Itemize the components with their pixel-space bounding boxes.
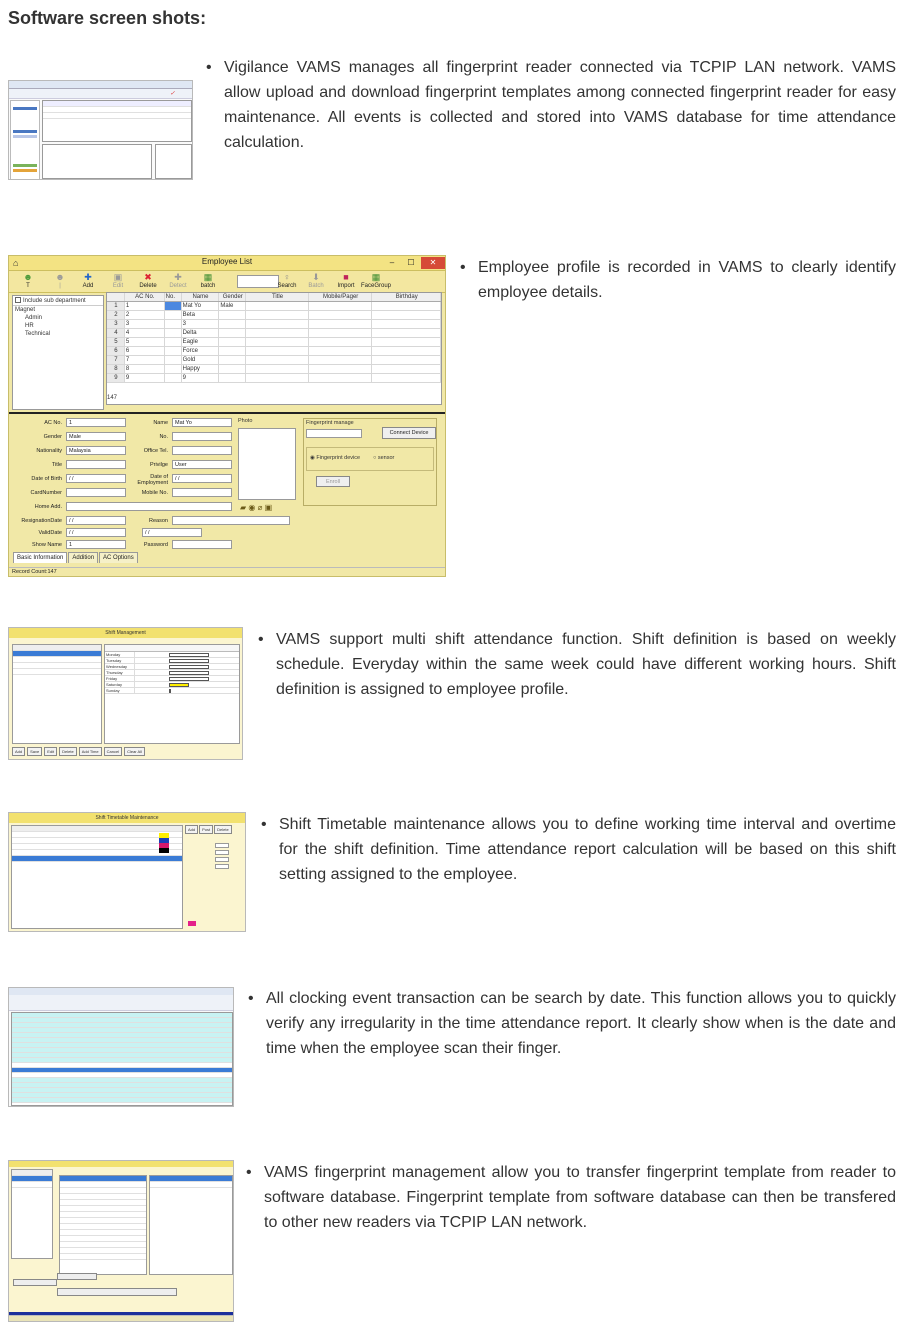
row-number[interactable]: 5 xyxy=(107,338,125,346)
table-cell[interactable] xyxy=(219,320,246,328)
table-cell[interactable]: 4 xyxy=(125,329,165,337)
table-cell[interactable] xyxy=(309,302,373,310)
red-logo-icon: ✓ xyxy=(170,91,176,97)
column-header[interactable]: Name xyxy=(182,293,220,301)
eraser-icon[interactable]: ⌀ xyxy=(257,503,263,512)
timetable-post-button[interactable]: Post xyxy=(199,825,213,834)
no-field[interactable] xyxy=(172,432,232,441)
shift-day-label: Thursday xyxy=(105,670,135,675)
table-cell[interactable] xyxy=(165,374,182,382)
table-cell[interactable] xyxy=(219,338,246,346)
row-number[interactable]: 2 xyxy=(107,311,125,319)
label-nationality: Nationality xyxy=(36,448,62,454)
table-cell[interactable]: Male xyxy=(219,302,246,310)
shift-day-label: Saturday xyxy=(105,682,135,687)
table-cell[interactable]: 2 xyxy=(125,311,165,319)
tab-basic-information[interactable]: Basic Information xyxy=(13,552,67,563)
label-mobile: Mobile No. xyxy=(141,490,168,496)
open-folder-icon[interactable]: ▰ xyxy=(240,503,247,512)
screenshot-shift-management[interactable] xyxy=(8,627,243,760)
password-field[interactable] xyxy=(172,540,232,549)
screenshot-employee-list[interactable] xyxy=(8,255,446,577)
table-row[interactable] xyxy=(107,329,441,338)
facegroup-button[interactable]: ▦ FaceGroup xyxy=(361,272,392,289)
table-cell[interactable] xyxy=(219,329,246,337)
label-show-name: Show Name xyxy=(32,542,62,548)
section-6-text: • VAMS fingerprint management allow you to transfer fingerprint template from reader to software database. Fingerprint template from software database can then be transfered to other new readers via TCPIP LAN network. xyxy=(246,1160,896,1235)
column-header[interactable]: Birthday xyxy=(372,293,441,301)
table-cell[interactable]: 7 xyxy=(125,356,165,364)
tree-item-admin[interactable]: Admin xyxy=(25,315,43,321)
row-number[interactable]: 4 xyxy=(107,329,125,337)
table-row[interactable] xyxy=(107,320,441,329)
table-cell[interactable] xyxy=(372,374,441,382)
table-cell[interactable] xyxy=(246,374,309,382)
fingerprint-manage-group xyxy=(303,418,437,506)
timetable-delete-button[interactable]: Delete xyxy=(214,825,232,834)
table-cell[interactable] xyxy=(309,338,373,346)
table-cell[interactable]: 5 xyxy=(125,338,165,346)
table-cell[interactable]: Gold xyxy=(182,356,220,364)
edit-button[interactable]: ▣ Edit xyxy=(103,272,133,289)
table-cell[interactable]: Happy xyxy=(182,365,220,373)
ac-no-field[interactable]: 1 xyxy=(66,418,126,427)
table-cell[interactable]: 3 xyxy=(125,320,165,328)
table-cell[interactable] xyxy=(372,338,441,346)
label-card: CardNumber xyxy=(30,490,62,496)
shift-day-label: Sunday xyxy=(105,688,135,693)
table-cell[interactable]: Eagle xyxy=(182,338,220,346)
label-fingerprint-manage: Fingerprint manage xyxy=(306,420,354,426)
import-icon: ■ xyxy=(343,272,349,282)
section-3-text: • VAMS support multi shift attendance function. Shift definition is based on weekly schedule. Everyday within the same week could have different working hours. Shift definition is assigned to employee profile. xyxy=(258,627,896,702)
shift-delete-button[interactable]: Delete xyxy=(59,747,77,756)
label-ac-no: AC No. xyxy=(44,420,62,426)
table-cell[interactable] xyxy=(246,320,309,328)
table-cell[interactable]: Force xyxy=(182,347,220,355)
screenshot-fingerprint-management[interactable] xyxy=(8,1160,234,1322)
splitter[interactable] xyxy=(9,412,445,414)
table-cell[interactable]: Mat Yo xyxy=(182,302,220,310)
table-cell[interactable]: Beta xyxy=(182,311,220,319)
label-no: No. xyxy=(159,434,168,440)
shift-day-bar xyxy=(169,677,209,681)
screenshot-clocking-events[interactable] xyxy=(8,987,234,1107)
tree-item-magnet[interactable]: Magnet xyxy=(15,307,36,313)
row-number[interactable]: 3 xyxy=(107,320,125,328)
table-row[interactable] xyxy=(107,347,441,356)
table-cell[interactable] xyxy=(372,347,441,355)
table-cell[interactable] xyxy=(165,347,182,355)
checkbox-icon[interactable] xyxy=(15,297,21,303)
table-cell[interactable] xyxy=(165,356,182,364)
delete-button[interactable]: ✖ Delete xyxy=(133,272,163,289)
nationality-field[interactable]: Malaysia xyxy=(66,446,126,455)
shift-day-label: Tuesday xyxy=(105,658,135,663)
label-valid: ValidDate xyxy=(38,530,62,536)
doe-field[interactable]: / / xyxy=(172,474,232,483)
table-cell[interactable] xyxy=(309,329,373,337)
table-row[interactable] xyxy=(107,365,441,374)
close-button[interactable]: ✕ xyxy=(421,257,445,269)
card-field[interactable] xyxy=(66,488,126,497)
fingerprint-select[interactable] xyxy=(306,429,362,438)
table-cell[interactable]: 3 xyxy=(182,320,220,328)
label-privilege: Privilge xyxy=(149,462,168,468)
screenshot-shift-timetable[interactable] xyxy=(8,812,246,932)
table-cell[interactable] xyxy=(219,365,246,373)
office-tel-field[interactable] xyxy=(172,446,232,455)
import-button[interactable]: ■ Import xyxy=(331,272,361,289)
table-cell[interactable] xyxy=(165,311,182,319)
column-header[interactable]: No. xyxy=(165,293,182,301)
table-cell[interactable] xyxy=(165,365,182,373)
label-name: Name xyxy=(153,420,168,426)
mobile-field[interactable] xyxy=(172,488,232,497)
table-row[interactable] xyxy=(107,356,441,365)
batch-dim-button[interactable]: ⬇ Batch xyxy=(301,272,331,289)
gender-select[interactable]: Male xyxy=(66,432,126,441)
include-sub-department[interactable]: Include sub department xyxy=(13,296,103,306)
label-title: Title xyxy=(51,462,62,468)
table-cell[interactable]: 9 xyxy=(125,374,165,382)
table-cell[interactable] xyxy=(246,347,309,355)
shift-save-button[interactable]: Save xyxy=(27,747,42,756)
table-cell[interactable] xyxy=(165,320,182,328)
toolbar-t-button[interactable]: ☻ T xyxy=(13,272,43,289)
tree-item-technical[interactable]: Technical xyxy=(25,331,51,337)
shift-window-title: Shift Management xyxy=(9,628,242,638)
home-field[interactable] xyxy=(66,502,232,511)
search-button[interactable]: ♀ Search xyxy=(272,272,302,289)
column-header[interactable] xyxy=(107,293,125,301)
table-cell[interactable] xyxy=(309,320,373,328)
table-cell[interactable]: 9 xyxy=(182,374,220,382)
minimize-button[interactable]: – xyxy=(389,258,395,267)
column-header[interactable]: Title xyxy=(246,293,309,301)
section-2-text: • Employee profile is recorded in VAMS to clearly identify employee details. xyxy=(460,255,896,305)
resign-field[interactable]: / / xyxy=(66,516,126,525)
label-home: Home Add. xyxy=(34,504,62,510)
row-number[interactable]: 6 xyxy=(107,347,125,355)
bulb-icon: ♀ xyxy=(283,272,291,282)
page-heading: Software screen shots: xyxy=(8,8,207,28)
shift-day-label: Monday xyxy=(105,652,135,657)
tree-item-hr[interactable]: HR xyxy=(25,323,34,329)
table-cell[interactable] xyxy=(372,302,441,310)
shift-day-bar xyxy=(169,659,209,663)
row-number[interactable]: 8 xyxy=(107,365,125,373)
connect-device-button[interactable]: Connect Device xyxy=(382,427,436,439)
app-icon: ⌂ xyxy=(13,258,19,268)
label-gender: Gender xyxy=(43,434,62,440)
table-cell[interactable]: 6 xyxy=(125,347,165,355)
table-row[interactable] xyxy=(107,311,441,320)
table-row[interactable] xyxy=(107,302,441,311)
radio-fingerprint-device[interactable]: ◉ Fingerprint device xyxy=(310,455,361,461)
table-cell[interactable]: Delta xyxy=(182,329,220,337)
table-cell[interactable] xyxy=(246,365,309,373)
name-field[interactable]: Mat Yo xyxy=(172,418,232,427)
status-bar: Record Count:147 xyxy=(9,567,445,576)
table-cell[interactable] xyxy=(372,311,441,319)
tab-addition[interactable]: Addition xyxy=(68,552,98,563)
shift-day-row[interactable] xyxy=(105,688,239,694)
table-cell[interactable] xyxy=(219,356,246,364)
section-5-description xyxy=(248,986,896,1061)
shift-day-bar xyxy=(169,653,209,657)
fingerprint-row[interactable] xyxy=(60,1254,146,1260)
radio-sensor[interactable]: ○ sensor xyxy=(373,455,395,461)
row-number[interactable]: 1 xyxy=(107,302,125,310)
shift-day-bar xyxy=(169,671,209,675)
toolbar xyxy=(9,271,445,293)
column-header[interactable]: Gender xyxy=(219,293,246,301)
title-field[interactable] xyxy=(66,460,126,469)
shift-cancel-button[interactable]: Cancel xyxy=(104,747,122,756)
show-name-field[interactable]: 1 xyxy=(66,540,126,549)
table-row[interactable] xyxy=(107,338,441,347)
column-header[interactable]: AC No. xyxy=(125,293,165,301)
reason-field[interactable] xyxy=(172,516,290,525)
shift-day-label: Friday xyxy=(105,676,135,681)
down-icon: ⬇ xyxy=(312,272,320,282)
photo-box[interactable] xyxy=(238,428,296,500)
color-swatches xyxy=(159,833,169,853)
photo-tools xyxy=(240,503,272,512)
timetable-add-button[interactable]: Add xyxy=(185,825,198,834)
valid-to-field[interactable]: / / xyxy=(142,528,202,537)
clocking-row[interactable] xyxy=(12,1098,232,1103)
radio-sensor-label: sensor xyxy=(377,455,395,461)
table-cell[interactable] xyxy=(219,311,246,319)
table-cell[interactable] xyxy=(246,338,309,346)
table-cell[interactable] xyxy=(246,302,309,310)
table-cell[interactable] xyxy=(165,302,182,310)
table-cell[interactable] xyxy=(219,374,246,382)
shift-edit-button[interactable]: Edit xyxy=(44,747,57,756)
shift-day-bar xyxy=(169,665,209,669)
shift-day-label: Wednesday xyxy=(105,664,135,669)
facegroup-icon: ▦ xyxy=(371,272,381,282)
plus-icon: ✚ xyxy=(84,272,92,282)
plus-dim-icon: ✚ xyxy=(174,272,182,282)
table-cell[interactable] xyxy=(246,356,309,364)
batch-icon: ▦ xyxy=(203,272,213,282)
privilege-select[interactable]: User xyxy=(172,460,232,469)
section-1-description xyxy=(206,55,896,155)
section-3-description xyxy=(258,627,896,702)
save-photo-icon[interactable]: ▣ xyxy=(264,503,273,512)
tab-ac-options[interactable]: AC Options xyxy=(99,552,138,563)
label-photo: Photo xyxy=(238,418,253,424)
label-password: Password xyxy=(143,542,168,548)
person-dim-icon: ☻ xyxy=(55,272,65,282)
table-cell[interactable] xyxy=(309,356,373,364)
camera-icon[interactable]: ◉ xyxy=(248,503,256,512)
grid-count: 147 xyxy=(107,395,118,401)
table-cell[interactable] xyxy=(309,365,373,373)
label-dob: Date of Birth xyxy=(31,476,62,482)
row-number[interactable]: 7 xyxy=(107,356,125,364)
label-reason: Reason xyxy=(149,518,168,524)
maximize-button[interactable]: ☐ xyxy=(407,258,415,267)
column-header[interactable]: Mobile/Pager xyxy=(309,293,373,301)
batch-button[interactable]: ▦ batch xyxy=(193,272,223,289)
dob-field[interactable]: / / xyxy=(66,474,126,483)
table-cell[interactable]: 1 xyxy=(125,302,165,310)
section-5-text: • All clocking event transaction can be search by date. This function allows you to quickly verify any irregularity in the time attendance report. It clearly show when is the date and time when the employee scan their finger. xyxy=(248,986,896,1061)
table-cell[interactable] xyxy=(372,320,441,328)
timetable-window-title: Shift Timetable Maintenance xyxy=(9,813,245,823)
employee-form xyxy=(12,416,444,548)
detect-button[interactable]: ✚ Detect xyxy=(163,272,193,289)
x-icon: ✖ xyxy=(144,272,152,282)
shift-clear-all-button[interactable]: Clear All xyxy=(124,747,145,756)
table-cell[interactable] xyxy=(219,347,246,355)
department-tree[interactable] xyxy=(12,295,104,410)
section-1-text: • Vigilance VAMS manages all fingerprint reader connected via TCPIP LAN network. VAMS allow upload and download fingerprint templates among connected fingerprint reader for easy maintenance. All events is collected and stored into VAMS database for time attendance calculation. xyxy=(206,55,896,155)
label-doe: Date of Employment xyxy=(137,474,168,486)
table-cell[interactable] xyxy=(372,365,441,373)
table-row[interactable] xyxy=(107,374,441,383)
shift-day-bar xyxy=(169,683,189,687)
label-resign: ResignationDate xyxy=(21,518,62,524)
table-cell[interactable] xyxy=(165,338,182,346)
form-tabs xyxy=(13,552,139,563)
window-title: Employee List xyxy=(201,257,253,266)
table-cell[interactable] xyxy=(372,356,441,364)
section-2-description xyxy=(460,255,896,305)
table-cell[interactable] xyxy=(372,329,441,337)
table-cell[interactable] xyxy=(246,311,309,319)
employee-table[interactable] xyxy=(106,292,442,405)
table-cell[interactable] xyxy=(309,311,373,319)
shift-add-time-button[interactable]: Add Time xyxy=(79,747,102,756)
table-cell[interactable] xyxy=(309,347,373,355)
row-number[interactable]: 9 xyxy=(107,374,125,382)
table-header xyxy=(107,293,441,302)
section-4-text: • Shift Timetable maintenance allows you to define working time interval and overtime for the shift definition. Time attendance report calculation will be based on this shift setting assigned to the employee. xyxy=(261,812,896,887)
person-icon: ☻ xyxy=(23,272,33,282)
table-cell[interactable] xyxy=(165,329,182,337)
table-cell[interactable] xyxy=(246,329,309,337)
radio-fp-label: Fingerprint device xyxy=(316,455,361,461)
table-cell[interactable] xyxy=(309,374,373,382)
add-button[interactable]: ✚ Add xyxy=(73,272,103,289)
valid-from-field[interactable]: / / xyxy=(66,528,126,537)
table-cell[interactable]: 8 xyxy=(125,365,165,373)
toolbar-bar-button[interactable]: ☻ | xyxy=(45,272,75,289)
edit-icon: ▣ xyxy=(113,272,123,282)
shift-add-button[interactable]: Add xyxy=(12,747,25,756)
enroll-button[interactable]: Enroll xyxy=(316,476,350,487)
label-office-tel: Office Tel. xyxy=(143,448,168,454)
screenshot-main-console[interactable] xyxy=(8,80,193,180)
section-4-description xyxy=(261,812,896,887)
shift-day-bar xyxy=(169,689,171,693)
section-6-description xyxy=(246,1160,896,1235)
